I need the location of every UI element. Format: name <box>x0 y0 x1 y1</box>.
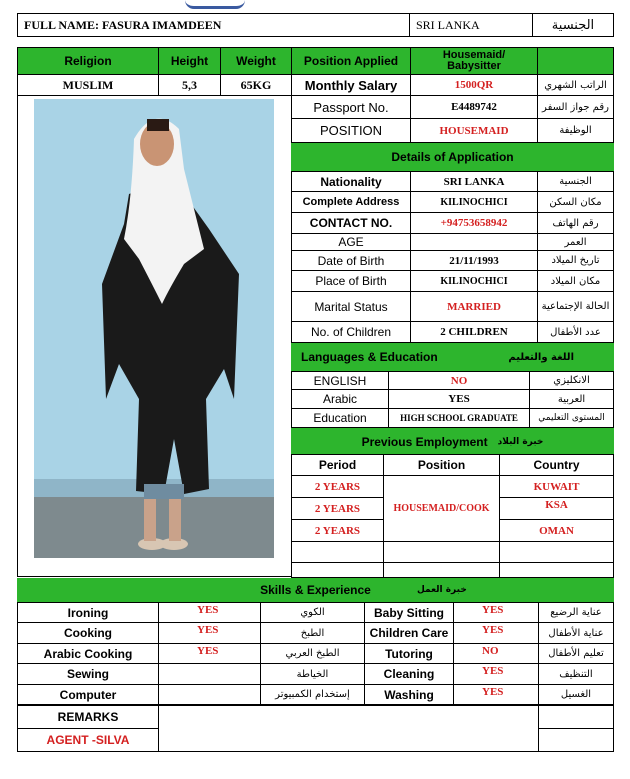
dob-ar: تاريخ الميلاد <box>537 250 614 271</box>
period-row-5 <box>291 562 384 578</box>
remarks-label: REMARKS <box>17 705 159 729</box>
position-row-4 <box>383 541 500 563</box>
skill-left-label-5: Computer <box>17 684 159 705</box>
skill-right-value-4: YES <box>453 663 539 685</box>
agent-ar-cell <box>538 728 614 752</box>
weight-header: Weight <box>220 47 292 75</box>
skill-right-value-3: NO <box>453 643 539 664</box>
address-ar: مكان السكن <box>537 191 614 213</box>
details-section-title: Details of Application <box>291 143 614 171</box>
employment-section-title: Previous Employment خبرة البلاد <box>291 428 614 455</box>
skill-right-value-5: YES <box>453 684 539 705</box>
period-row-3: 2 YEARS <box>291 519 384 542</box>
skill-left-value-2: YES <box>158 622 261 644</box>
marital-ar: الحالة الإجتماعية <box>537 291 614 322</box>
full-name-cell <box>17 13 410 37</box>
english-value: NO <box>388 371 530 390</box>
children-ar: عدد الأطفال <box>537 321 614 343</box>
country-ar-cell <box>532 13 614 37</box>
children-label: No. of Children <box>291 321 411 343</box>
position-label: POSITION <box>291 118 411 143</box>
skill-left-label-2: Cooking <box>17 622 159 644</box>
pob-ar: مكان الميلاد <box>537 270 614 292</box>
marital-label: Marital Status <box>291 291 411 322</box>
skills-title-ar: خبرة العمل <box>417 585 467 595</box>
employment-position-value: HOUSEMAID/COOK <box>383 475 500 542</box>
dob-value: 21/11/1993 <box>410 250 538 271</box>
nationality-ar: الجنسية <box>537 171 614 192</box>
passport-value: E4489742 <box>410 95 538 119</box>
position-applied-value: Housemaid/ Babysitter <box>410 47 538 75</box>
nationality-label: Nationality <box>291 171 411 192</box>
skill-right-ar-3: تعليم الأطفال <box>538 643 614 664</box>
english-ar: الانكليزي <box>529 371 614 390</box>
pob-label: Place of Birth <box>291 270 411 292</box>
contact-label: CONTACT NO. <box>291 212 411 234</box>
country-cell <box>409 13 533 37</box>
country-row-5 <box>499 562 614 578</box>
skill-left-ar-1: الكوي <box>260 602 365 623</box>
position-value: HOUSEMAID <box>410 118 538 143</box>
skill-right-value-2: YES <box>453 622 539 644</box>
green-header-spacer <box>537 47 614 75</box>
skill-right-ar-5: الغسيل <box>538 684 614 705</box>
period-row-4 <box>291 541 384 563</box>
position-applied-header: Position Applied <box>291 47 411 75</box>
employment-title-ar: خبرة البلاد <box>497 436 544 447</box>
skill-left-label-1: Ironing <box>17 602 159 623</box>
remarks-field <box>158 705 539 752</box>
monthly-salary-label: Monthly Salary <box>291 74 411 96</box>
country-header: Country <box>499 454 614 476</box>
height-value: 5,3 <box>158 74 221 96</box>
education-label: Education <box>291 408 389 428</box>
skill-right-ar-4: التنظيف <box>538 663 614 685</box>
position-row-5 <box>383 562 500 578</box>
country-row-2: KSA <box>499 497 614 520</box>
full-name-value: FASURA IMAMDEEN <box>102 17 222 32</box>
logo-fragment <box>185 0 245 9</box>
children-value: 2 CHILDREN <box>410 321 538 343</box>
contact-value: +94753658942 <box>410 212 538 234</box>
age-ar: العمر <box>537 233 614 251</box>
skill-left-ar-5: إستخدام الكمبيوتر <box>260 684 365 705</box>
arabic-ar: العربية <box>529 389 614 409</box>
period-row-2: 2 YEARS <box>291 497 384 520</box>
skill-right-label-4: Cleaning <box>364 663 454 685</box>
age-label: AGE <box>291 233 411 251</box>
languages-section-title: Languages & Education اللغة والتعليم <box>291 343 614 371</box>
nationality-value: SRI LANKA <box>410 171 538 192</box>
applicant-photo <box>34 99 274 558</box>
person-silhouette <box>34 99 274 558</box>
skill-right-label-5: Washing <box>364 684 454 705</box>
skill-right-label-1: Baby Sitting <box>364 602 454 623</box>
country-row-3: OMAN <box>499 519 614 542</box>
country-row-1: KUWAIT <box>499 475 614 498</box>
skill-left-ar-2: الطبخ <box>260 622 365 644</box>
skill-left-ar-3: الطبخ العربي <box>260 643 365 664</box>
full-name-label: FULL NAME: <box>24 17 99 32</box>
education-value: HIGH SCHOOL GRADUATE <box>388 408 530 428</box>
arabic-label: Arabic <box>291 389 389 409</box>
position-ar: الوظيفة <box>537 118 614 143</box>
skill-right-ar-1: عناية الرضيع <box>538 602 614 623</box>
skill-left-value-5 <box>158 684 261 705</box>
english-label: ENGLISH <box>291 371 389 390</box>
skill-left-value-3: YES <box>158 643 261 664</box>
passport-label: Passport No. <box>291 95 411 119</box>
skill-right-ar-2: عناية الأطفال <box>538 622 614 644</box>
agent-label: AGENT -SILVA <box>17 728 159 752</box>
height-header: Height <box>158 47 221 75</box>
skill-left-ar-4: الخياطة <box>260 663 365 685</box>
passport-ar: رقم جواز السفر <box>537 95 614 119</box>
address-label: Complete Address <box>291 191 411 213</box>
skill-right-label-2: Children Care <box>364 622 454 644</box>
marital-value: MARRIED <box>410 291 538 322</box>
country-ar: الجنسية <box>551 17 595 33</box>
skill-right-label-3: Tutoring <box>364 643 454 664</box>
education-ar: المستوى التعليمي <box>529 408 614 428</box>
skill-left-value-4 <box>158 663 261 685</box>
contact-ar: رقم الهاتف <box>537 212 614 234</box>
religion-header: Religion <box>17 47 159 75</box>
pob-value: KILINOCHICI <box>410 270 538 292</box>
skill-left-label-3: Arabic Cooking <box>17 643 159 664</box>
monthly-salary-value: 1500QR <box>410 74 538 96</box>
arabic-value: YES <box>388 389 530 409</box>
address-value: KILINOCHICI <box>410 191 538 213</box>
dob-label: Date of Birth <box>291 250 411 271</box>
skill-left-label-4: Sewing <box>17 663 159 685</box>
age-value <box>410 233 538 251</box>
remarks-ar-cell <box>538 705 614 729</box>
religion-value: MUSLIM <box>17 74 159 96</box>
period-header: Period <box>291 454 384 476</box>
period-row-1: 2 YEARS <box>291 475 384 498</box>
country-row-4 <box>499 541 614 563</box>
weight-value: 65KG <box>220 74 292 96</box>
country-value: SRI LANKA <box>416 17 480 32</box>
monthly-salary-ar: الراتب الشهري <box>537 74 614 96</box>
languages-title-ar: اللغة والتعليم <box>508 351 574 363</box>
skill-left-value-1: YES <box>158 602 261 623</box>
skill-right-value-1: YES <box>453 602 539 623</box>
skills-section-title: Skills & Experience خبرة العمل <box>17 578 614 602</box>
position-header: Position <box>383 454 500 476</box>
